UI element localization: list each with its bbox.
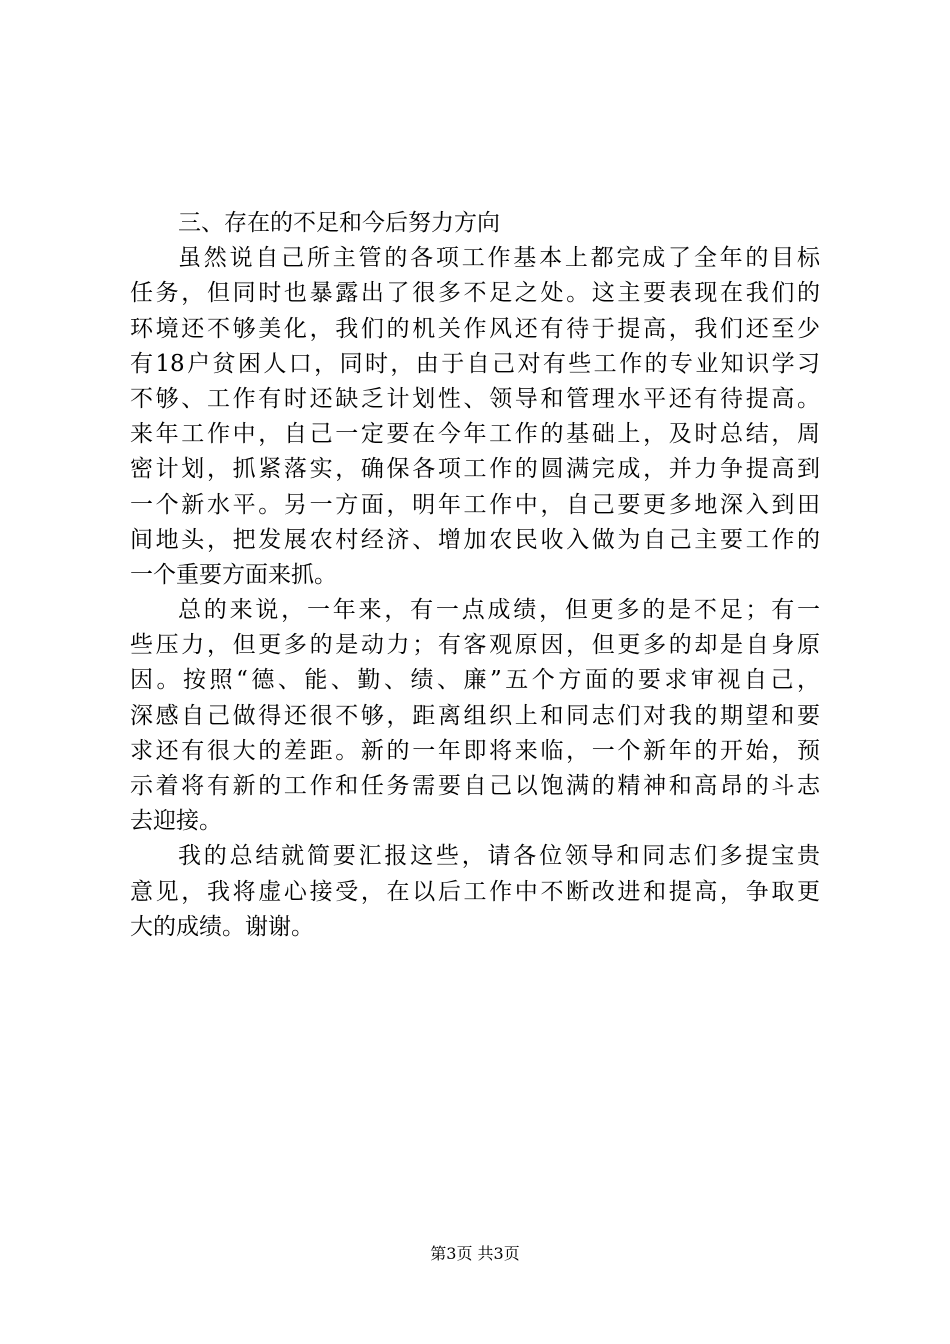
paragraph-line: 深感自己做得还很不够，距离组织上和同志们对我的期望和要 <box>130 702 820 729</box>
paragraph-shortcomings <box>130 241 820 593</box>
paragraph-line: 密计划，抓紧落实，确保各项工作的圆满完成，并力争提高到 <box>130 456 820 483</box>
paragraph-closing <box>130 839 820 945</box>
section-heading: 三、存在的不足和今后努力方向 <box>178 210 500 236</box>
document-body <box>130 206 820 945</box>
paragraph-line: 一个新水平。另一方面，明年工作中，自己要更多地深入到田 <box>130 491 820 518</box>
paragraph-line: 总的来说，一年来，有一点成绩，但更多的是不足；有一 <box>178 597 820 624</box>
paragraph-line: 意见，我将虚心接受，在以后工作中不断改进和提高，争取更 <box>130 878 820 905</box>
paragraph-line: 去迎接。 <box>130 808 222 835</box>
paragraph-line: 虽然说自己所主管的各项工作基本上都完成了全年的目标 <box>178 245 820 272</box>
paragraph-line: 一个重要方面来抓。 <box>130 561 337 588</box>
paragraph-line: 来年工作中，自己一定要在今年工作的基础上，及时总结，周 <box>130 421 820 448</box>
paragraph-line: 我的总结就简要汇报这些，请各位领导和同志们多提宝贵 <box>178 843 820 870</box>
paragraph-line: 求还有很大的差距。新的一年即将来临，一个新年的开始，预 <box>130 737 820 764</box>
paragraph-line: 有18户贫困人口，同时，由于自己对有些工作的专业知识学习 <box>130 350 820 377</box>
paragraph-line: 环境还不够美化，我们的机关作风还有待于提高，我们还至少 <box>130 315 820 342</box>
paragraph-line: 不够、工作有时还缺乏计划性、领导和管理水平还有待提高。 <box>130 385 820 412</box>
paragraph-line: 大的成绩。谢谢。 <box>130 913 314 940</box>
paragraph-line: 任务，但同时也暴露出了很多不足之处。这主要表现在我们的 <box>130 280 820 307</box>
paragraph-summary <box>130 593 820 839</box>
paragraph-line: 间地头，把发展农村经济、增加农民收入做为自己主要工作的 <box>130 526 820 553</box>
paragraph-line: 些压力，但更多的是动力；有客观原因，但更多的却是自身原 <box>130 632 820 659</box>
page-footer: 第3页 共3页 <box>430 1244 520 1263</box>
paragraph-line: 因。按照“德、能、勤、绩、廉”五个方面的要求审视自己， <box>130 667 820 694</box>
paragraph-line: 示着将有新的工作和任务需要自己以饱满的精神和高昂的斗志 <box>130 773 820 799</box>
